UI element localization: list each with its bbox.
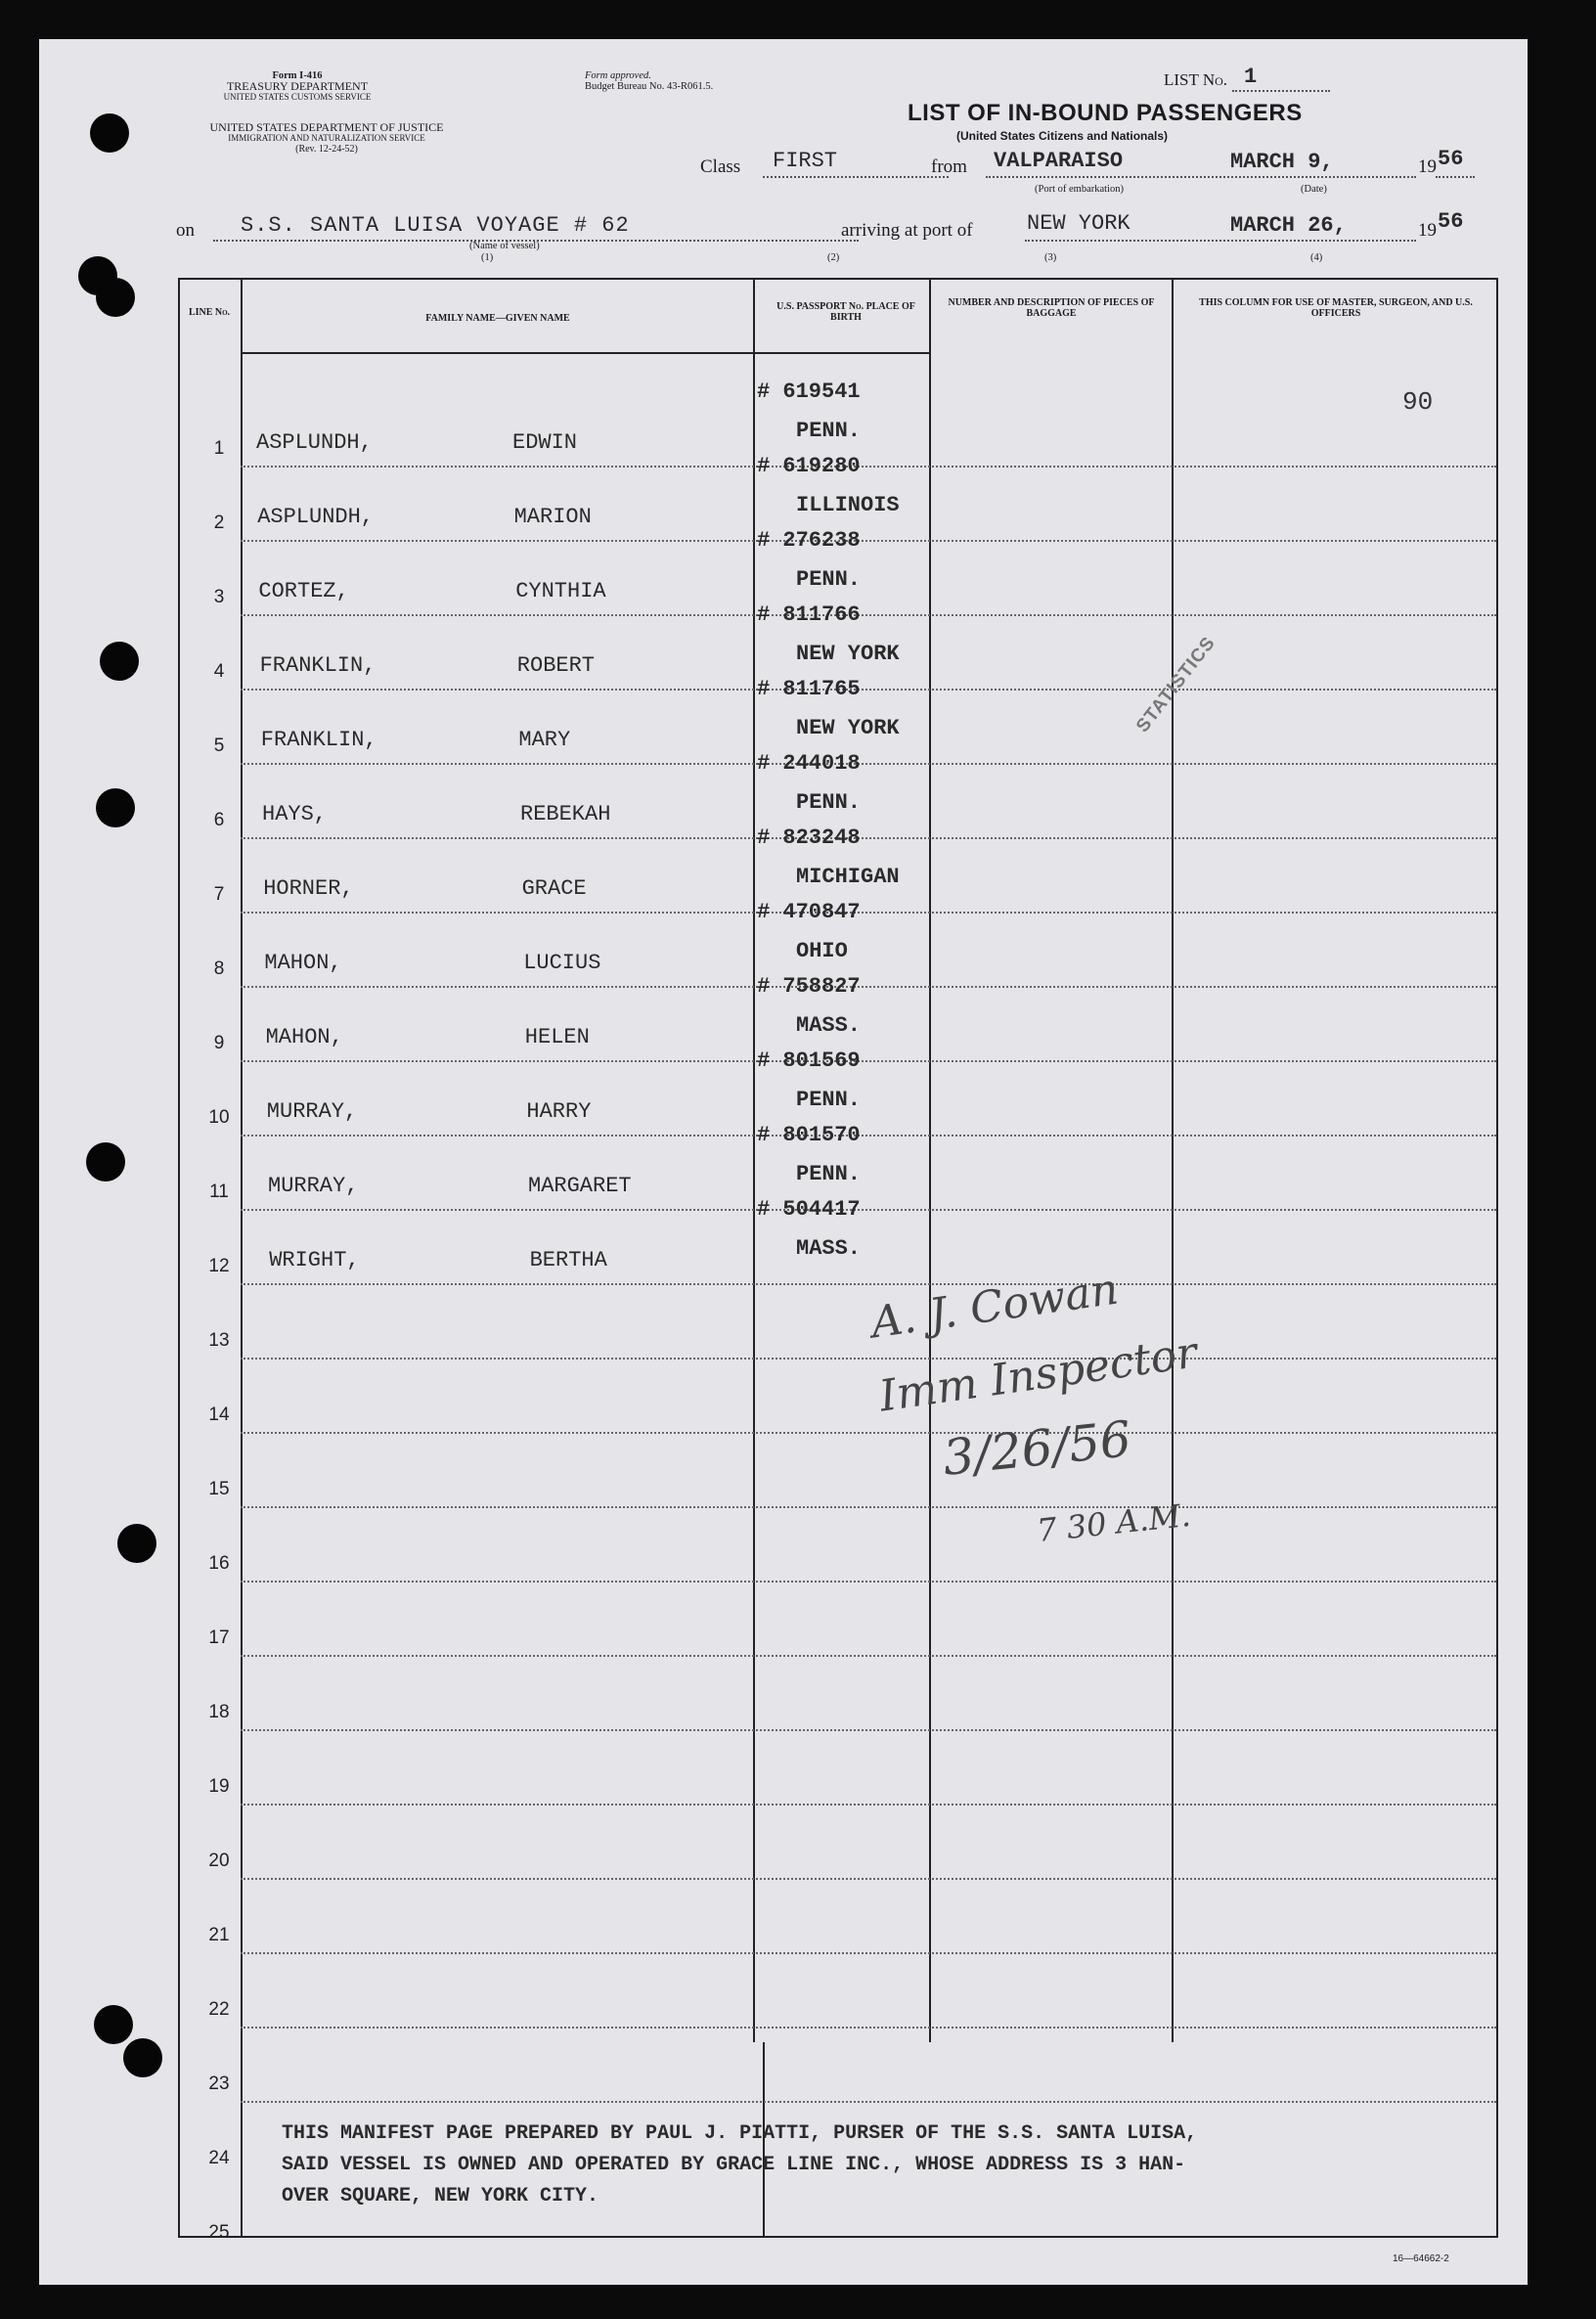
passport-number: # 619541 xyxy=(757,379,861,404)
row-rule xyxy=(241,763,1496,765)
year-line xyxy=(1436,176,1475,178)
row-rule xyxy=(241,1135,1496,1137)
manifest-subtitle: (United States Citizens and Nationals) xyxy=(956,129,1169,143)
print-code: 16—64662-2 xyxy=(1393,2253,1449,2264)
given-name: REBEKAH xyxy=(520,802,611,826)
passport-number: # 470847 xyxy=(757,900,861,924)
passport-number: # 244018 xyxy=(757,751,861,776)
approval-note xyxy=(585,70,713,92)
line-number: 6 xyxy=(213,810,225,830)
on-label: on xyxy=(176,220,195,241)
row-rule xyxy=(241,1506,1496,1508)
family-name: CORTEZ, xyxy=(258,579,349,603)
list-number-label: LIST No. xyxy=(1164,70,1228,89)
punch-hole xyxy=(96,278,135,317)
row-rule xyxy=(241,1655,1496,1657)
passport-number: # 758827 xyxy=(757,974,861,999)
row-rule xyxy=(241,2027,1496,2029)
given-name: HARRY xyxy=(526,1099,592,1124)
line-number: 22 xyxy=(208,1999,230,2020)
line-number: 15 xyxy=(208,1479,230,1499)
punch-hole xyxy=(117,1524,156,1563)
line-number: 13 xyxy=(208,1330,230,1351)
row-rule xyxy=(241,614,1496,616)
budget-bureau: Budget Bureau No. 43-R061.5. xyxy=(585,81,714,92)
birthplace: PENN. xyxy=(796,567,862,592)
line-number: 10 xyxy=(208,1107,230,1128)
arriving-label: arriving at port of xyxy=(841,220,973,241)
header-passport: U.S. PASSPORT No. PLACE OF BIRTH xyxy=(776,301,915,323)
purser-note-line-2: SAID VESSEL IS OWNED AND OPERATED BY GRACE LINE INC., WHOSE ADDRESS IS 3 HAN- xyxy=(282,2154,1186,2176)
form-header-left xyxy=(160,70,434,103)
birthplace: NEW YORK xyxy=(796,642,900,666)
line-number: 23 xyxy=(208,2074,230,2094)
given-name: EDWIN xyxy=(512,430,578,455)
passport-underline xyxy=(763,352,919,354)
line-number: 8 xyxy=(213,959,225,979)
passport-number: # 619280 xyxy=(757,454,861,478)
birthplace: PENN. xyxy=(796,1162,862,1186)
birthplace: MASS. xyxy=(796,1236,862,1261)
given-name: GRACE xyxy=(521,876,587,901)
line-number: 4 xyxy=(213,661,225,682)
vessel-name: S.S. SANTA LUISA VOYAGE # 62 xyxy=(241,213,630,238)
line-number: 21 xyxy=(208,1925,230,1945)
passport-number: # 276238 xyxy=(757,528,861,553)
line-number: 7 xyxy=(213,884,225,905)
birthplace: MASS. xyxy=(796,1013,862,1038)
inspector-title: Imm Inspector xyxy=(876,1327,1201,1422)
header-baggage: NUMBER AND DESCRIPTION OF PIECES OF BAGGAGE xyxy=(948,297,1155,319)
family-name: MURRAY, xyxy=(268,1174,359,1198)
col-divider-name xyxy=(753,278,755,2042)
given-name: LUCIUS xyxy=(523,951,601,975)
family-name: FRANKLIN, xyxy=(260,728,377,752)
line-number: 12 xyxy=(208,1256,230,1276)
revision-date: (Rev. 12-24-52) xyxy=(295,144,358,155)
punch-hole xyxy=(86,1142,125,1182)
ins-service: IMMIGRATION AND NATURALIZATION SERVICE xyxy=(228,133,425,143)
inspection-time: 7 30 A.M. xyxy=(1035,1495,1193,1550)
punch-hole xyxy=(90,113,129,153)
row-rule xyxy=(241,2101,1496,2103)
birthplace: MICHIGAN xyxy=(796,865,900,889)
row-rule xyxy=(241,1878,1496,1880)
arrival-year-prefix: 19 xyxy=(1418,220,1437,241)
birthplace: OHIO xyxy=(796,939,848,963)
col-ref-1: (1) xyxy=(481,252,494,263)
family-name: MAHON, xyxy=(265,1025,343,1049)
class-label: Class xyxy=(700,156,741,177)
form-number: Form I-416 xyxy=(272,70,323,81)
row-rule xyxy=(241,466,1496,468)
justice-dept: UNITED STATES DEPARTMENT OF JUSTICE xyxy=(209,120,444,134)
header-name: FAMILY NAME—GIVEN NAME xyxy=(425,313,570,324)
birthplace: PENN. xyxy=(796,790,862,815)
passport-number: # 811766 xyxy=(757,602,861,627)
row-rule xyxy=(241,1283,1496,1285)
statistics-stamp: STATISTICS xyxy=(1132,632,1220,736)
row-rule xyxy=(241,837,1496,839)
line-number: 19 xyxy=(208,1776,230,1797)
line-number: 1 xyxy=(213,438,225,459)
birthplace: PENN. xyxy=(796,419,862,443)
form-header-justice xyxy=(160,122,493,155)
row-rule xyxy=(241,540,1496,542)
birthplace: ILLINOIS xyxy=(796,493,900,517)
birthplace: PENN. xyxy=(796,1088,862,1112)
row-rule xyxy=(241,1209,1496,1211)
officer-mark: 90 xyxy=(1402,387,1434,417)
line-number: 17 xyxy=(208,1628,230,1648)
arrival-date: MARCH 26, xyxy=(1230,213,1347,238)
line-number: 16 xyxy=(208,1553,230,1574)
punch-hole xyxy=(96,788,135,827)
line-number: 25 xyxy=(208,2222,230,2243)
given-name: MARY xyxy=(518,728,571,752)
row-rule xyxy=(241,1729,1496,1731)
passport-number: # 811765 xyxy=(757,677,861,701)
purser-note-line-3: OVER SQUARE, NEW YORK CITY. xyxy=(282,2185,599,2208)
line-number: 9 xyxy=(213,1033,225,1053)
class-line xyxy=(763,176,949,178)
manifest-sheet xyxy=(39,39,1528,2285)
list-number: 1 xyxy=(1244,65,1258,89)
row-rule xyxy=(241,1432,1496,1434)
col-divider-line xyxy=(241,278,243,2238)
given-name: MARION xyxy=(513,505,592,529)
treasury-dept: TREASURY DEPARTMENT xyxy=(226,79,369,93)
manifest-title: LIST OF IN-BOUND PASSENGERS xyxy=(908,100,1303,126)
line-number: 3 xyxy=(213,587,225,607)
departure-year-prefix: 19 xyxy=(1418,156,1437,177)
col-ref-2: (2) xyxy=(827,252,840,263)
arrival-line xyxy=(1025,240,1416,242)
line-number: 14 xyxy=(208,1405,230,1425)
line-number: 20 xyxy=(208,1851,230,1871)
row-rule xyxy=(241,689,1496,691)
purser-note-line-1: THIS MANIFEST PAGE PREPARED BY PAUL J. PIATTI, PURSER OF THE S.S. SANTA LUISA, xyxy=(282,2122,1198,2145)
departure-year: 56 xyxy=(1438,147,1464,171)
line-number: 2 xyxy=(213,513,225,533)
family-name: WRIGHT, xyxy=(269,1248,360,1272)
given-name: HELEN xyxy=(524,1025,590,1049)
passport-number: # 504417 xyxy=(757,1197,861,1222)
col-divider-passport xyxy=(929,278,931,2042)
row-rule xyxy=(241,1804,1496,1806)
row-rule xyxy=(241,1581,1496,1583)
class-value: FIRST xyxy=(773,149,838,173)
given-name: CYNTHIA xyxy=(515,579,606,603)
date-caption: (Date) xyxy=(1301,184,1327,195)
birthplace: NEW YORK xyxy=(796,716,900,740)
col-ref-3: (3) xyxy=(1044,252,1057,263)
punch-hole xyxy=(123,2038,162,2077)
given-name: ROBERT xyxy=(516,653,596,678)
customs-service: UNITED STATES CUSTOMS SERVICE xyxy=(223,92,372,102)
family-name: MAHON, xyxy=(264,951,342,975)
header-officers: THIS COLUMN FOR USE OF MASTER, SURGEON, AND U.S. OFFICERS xyxy=(1199,297,1473,319)
departure-date: MARCH 9, xyxy=(1230,150,1334,174)
line-number: 24 xyxy=(208,2148,230,2168)
row-rule xyxy=(241,912,1496,914)
given-name: MARGARET xyxy=(528,1174,632,1198)
line-number: 11 xyxy=(209,1182,229,1202)
arrival-year: 56 xyxy=(1438,209,1464,234)
family-name: MURRAY, xyxy=(266,1099,358,1124)
inspection-date: 3/26/56 xyxy=(940,1410,1134,1487)
family-name: FRANKLIN, xyxy=(259,653,377,678)
port-embark-caption: (Port of embarkation) xyxy=(1035,184,1124,195)
vessel-caption: (Name of vessel) xyxy=(469,241,540,251)
arrival-port: NEW YORK xyxy=(1027,211,1130,236)
row-rule xyxy=(241,1952,1496,1954)
list-number-line xyxy=(1232,90,1330,92)
row-rule xyxy=(241,1358,1496,1360)
family-name: ASPLUNDH, xyxy=(257,505,375,529)
line-number: 18 xyxy=(208,1702,230,1722)
family-name: ASPLUNDH, xyxy=(256,430,373,455)
passport-number: # 823248 xyxy=(757,825,861,850)
punch-hole xyxy=(94,2005,133,2044)
punch-hole xyxy=(100,642,139,681)
row-rule xyxy=(241,1060,1496,1062)
passport-number: # 801570 xyxy=(757,1123,861,1147)
family-name: HAYS, xyxy=(262,802,328,826)
from-label: from xyxy=(931,156,967,177)
from-port: VALPARAISO xyxy=(994,149,1124,173)
line-number: 5 xyxy=(213,736,225,756)
family-name: HORNER, xyxy=(263,876,354,901)
form-approved: Form approved. xyxy=(585,70,651,81)
col-divider-baggage xyxy=(1172,278,1174,2042)
inspector-signature: A. J. Cowan xyxy=(867,1264,1122,1349)
from-line xyxy=(986,176,1416,178)
passport-number: # 801569 xyxy=(757,1048,861,1073)
header-line-no: LINE No. xyxy=(188,307,231,318)
col-ref-4: (4) xyxy=(1310,252,1323,263)
row-rule xyxy=(241,986,1496,988)
given-name: BERTHA xyxy=(529,1248,607,1272)
